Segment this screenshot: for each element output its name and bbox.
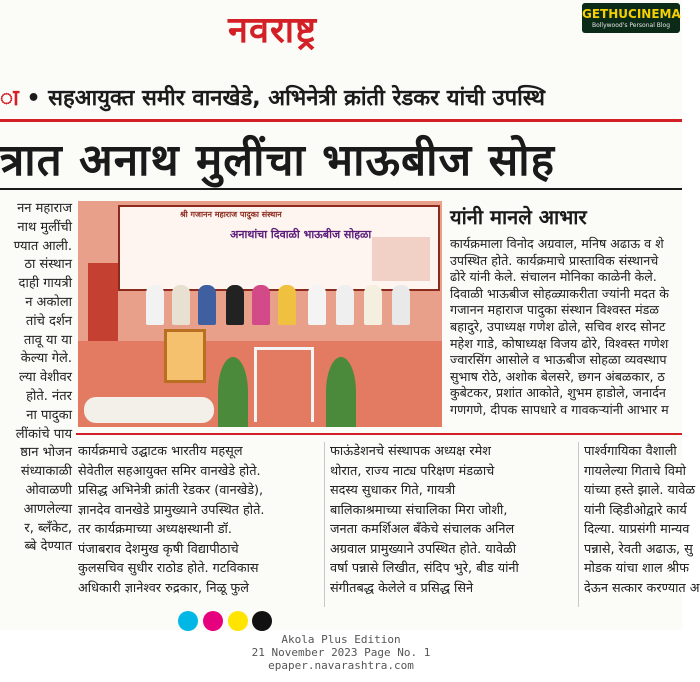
newspaper-logo[interactable]: नवराष्ट्र (228, 10, 318, 51)
text-line: अधिकारी ज्ञानेश्वर रुद्रकार, निळू फुले (78, 580, 249, 596)
text-line: प्रसिद्ध अभिनेत्री क्रांती रेडकर (वानखेडे), (78, 483, 264, 498)
divider (76, 433, 682, 435)
bottom-column-3 (584, 442, 700, 598)
text-line: ओवाळणी (25, 482, 72, 498)
masthead (0, 0, 682, 52)
deity-portrait (164, 329, 206, 383)
text-line: न अकोला (25, 294, 72, 310)
text-line: केल्या गेले. (20, 351, 72, 367)
page-caption (0, 633, 682, 672)
text-line: सुभाष रोठे, अशोक बेलसरे, छगन अंबळकार, ठ (450, 368, 665, 384)
text-line: र, ब्लँकेट, (24, 520, 72, 536)
bottom-column-1 (78, 442, 324, 598)
text-line: नन महाराज (17, 201, 72, 216)
text-line: संगीतबद्ध केलेले व प्रसिद्ध सिने (330, 580, 474, 596)
registration-mark-magenta (203, 611, 223, 631)
text-line: गणगणे, दीपक सापधारे व गावकऱ्यांनी आभार म (450, 401, 669, 417)
subheading: यांनी मानले आभार (450, 205, 587, 229)
text-line: कार्यक्रमाला विनोद अग्रवाल, मनिष अढाऊ व शे (450, 236, 664, 251)
text-line: ज्ञानदेव वानखेडे प्रामुख्याने उपस्थित होते. (78, 502, 265, 518)
guests-row (146, 285, 426, 329)
text-line: उपस्थित होते. कार्यक्रमाचे प्रास्ताविक संस्थानचे (450, 252, 659, 268)
text-line: सदस्य सुधाकर गिते, गायत्री (330, 483, 456, 498)
text-line: बालिकाश्रमाच्या संचालिका मिरा जोशी, (330, 502, 508, 518)
column-rule (578, 442, 579, 607)
text-line: थोरात, राज्य नाट्य परिक्षण मंडळाचे (330, 463, 495, 479)
promo-name: GETHUCINEMA (582, 7, 681, 21)
text-line: वर्षा पन्नासे लिखीत, संदिप भुरे, बीड यांनी (330, 561, 519, 576)
text-line: महेश गाडे, कोषाध्यक्ष विजय ढोरे, विश्वस्त गणेश (450, 335, 669, 351)
registration-mark-cyan (178, 611, 198, 631)
text-line: ल्या वेशीवर (19, 370, 72, 386)
promo-tagline: Bollywood's Personal Blog (591, 22, 671, 29)
text-line: ठा संस्थान (24, 257, 72, 273)
strapline-fragment: ा (0, 86, 19, 111)
text-line: ष्ठान भोजन (20, 445, 72, 461)
headline: त्रात अनाथ मुलींचा भाऊबीज सोह (0, 135, 556, 186)
text-line: संध्याकाळी (20, 464, 72, 480)
potted-plant (326, 357, 356, 427)
text-line: बहादुरे, उपाध्यक्ष गणेश ढोले, सचिव शरद सोनट (450, 318, 666, 334)
text-line: तर कार्यक्रमाच्या अध्यक्षस्थानी डॉ. (78, 522, 232, 537)
text-line: सेवेतील सहआयुक्त समिर वानखेडे होते. (78, 463, 261, 479)
text-line: लींकांचे पाय (15, 426, 72, 442)
site-link[interactable]: epaper.navarashtra.com (268, 659, 414, 672)
registration-mark-black (252, 611, 272, 631)
text-line: दाही गायत्री (18, 276, 72, 292)
text-line: कुबेटकर, प्रशांत आकोते, शुभम हाडोले, जनार्दन (450, 385, 666, 401)
text-line: ण्यात आली. (13, 238, 72, 254)
text-line: कार्यक्रमाचे उद्घाटक भारतीय महसूल (78, 444, 243, 459)
divider (0, 119, 682, 122)
text-line: दिवाळी भाऊबीज सोहळ्याकरीता ज्यांनी मदत के (450, 285, 669, 301)
text-line: गायलेल्या गिताचे विमो (584, 463, 686, 479)
text-line: तांचे दर्शन (25, 313, 72, 329)
text-line: पार्श्वगायिका वैशाली (584, 444, 677, 459)
text-line: जनता कमर्शिअल बँकेचे संचालक अनिल (330, 522, 515, 537)
bottom-column-2 (330, 442, 576, 598)
lamp-stand (254, 347, 314, 422)
date-page-label: 21 November 2023 Page No. 1 (251, 646, 431, 659)
registration-mark-yellow (228, 611, 248, 631)
text-line: आणलेल्या (23, 501, 72, 517)
text-line: पंजाबराव देशमुख कृषी विद्यापीठाचे (78, 541, 239, 557)
podium (88, 263, 118, 341)
text-line: ब्बे देण्यात (24, 539, 72, 555)
text-line: यांच्या हस्ते झाले. यावेळ (584, 483, 696, 498)
flower-arrangement (84, 397, 214, 423)
text-line: दिल्या. याप्रसंगी मान्यव (584, 522, 690, 537)
divider (0, 188, 682, 190)
banner-line-2: अनाथांचा दिवाळी भाऊबीज सोहळा (230, 228, 372, 241)
text-line: नाथ मुलींची (17, 219, 72, 235)
text-line: ढोरे यांनी केले. संचालन मोनिका काळेनी केले. (450, 269, 657, 285)
left-column-text (0, 200, 72, 557)
text-line: पन्नासे, रेवती अढाऊ, सु (584, 541, 693, 557)
banner-portraits (372, 237, 430, 281)
text-line: होते. नंतर (26, 388, 72, 404)
event-photo (78, 201, 442, 427)
strapline-text: • सहआयुक्त समीर वानखेडे, अभिनेत्री क्रांती रेडकर यांची उपस्थि (26, 86, 545, 111)
text-line: मोडक यांचा शाल श्रीफ (584, 561, 689, 576)
strapline (0, 82, 545, 112)
edition-label: Akola Plus Edition (281, 633, 401, 646)
potted-plant (218, 357, 248, 427)
column-rule (324, 442, 325, 607)
right-column-text (450, 236, 682, 419)
text-line: गजानन महाराज पादुका संस्थान विश्वस्त मंडळ (450, 302, 659, 318)
text-line: फाऊंडेशनचे संस्थापक अध्यक्ष रमेश (330, 444, 491, 459)
text-line: अग्रवाल प्रामुख्याने उपस्थित होते. यावेळी (330, 541, 517, 557)
text-line: कुलसचिव सुधीर राठोड होते. गटविकास (78, 561, 259, 576)
text-line: ना पादुका (26, 407, 72, 423)
banner-line-1: श्री गजानन महाराज पादुका संस्थान (180, 210, 282, 219)
text-line: ज्वारसिंग आसोले व भाऊबीज सोहळा व्यवस्थाप (450, 352, 667, 368)
promo-watermark (582, 3, 680, 33)
stage-banner (118, 205, 440, 291)
text-line: यांनी व्हिडीओद्वारे कार्य (584, 502, 687, 518)
text-line: देऊन सत्कार करण्यात अ (584, 580, 700, 596)
text-line: तावू या या (23, 332, 72, 348)
